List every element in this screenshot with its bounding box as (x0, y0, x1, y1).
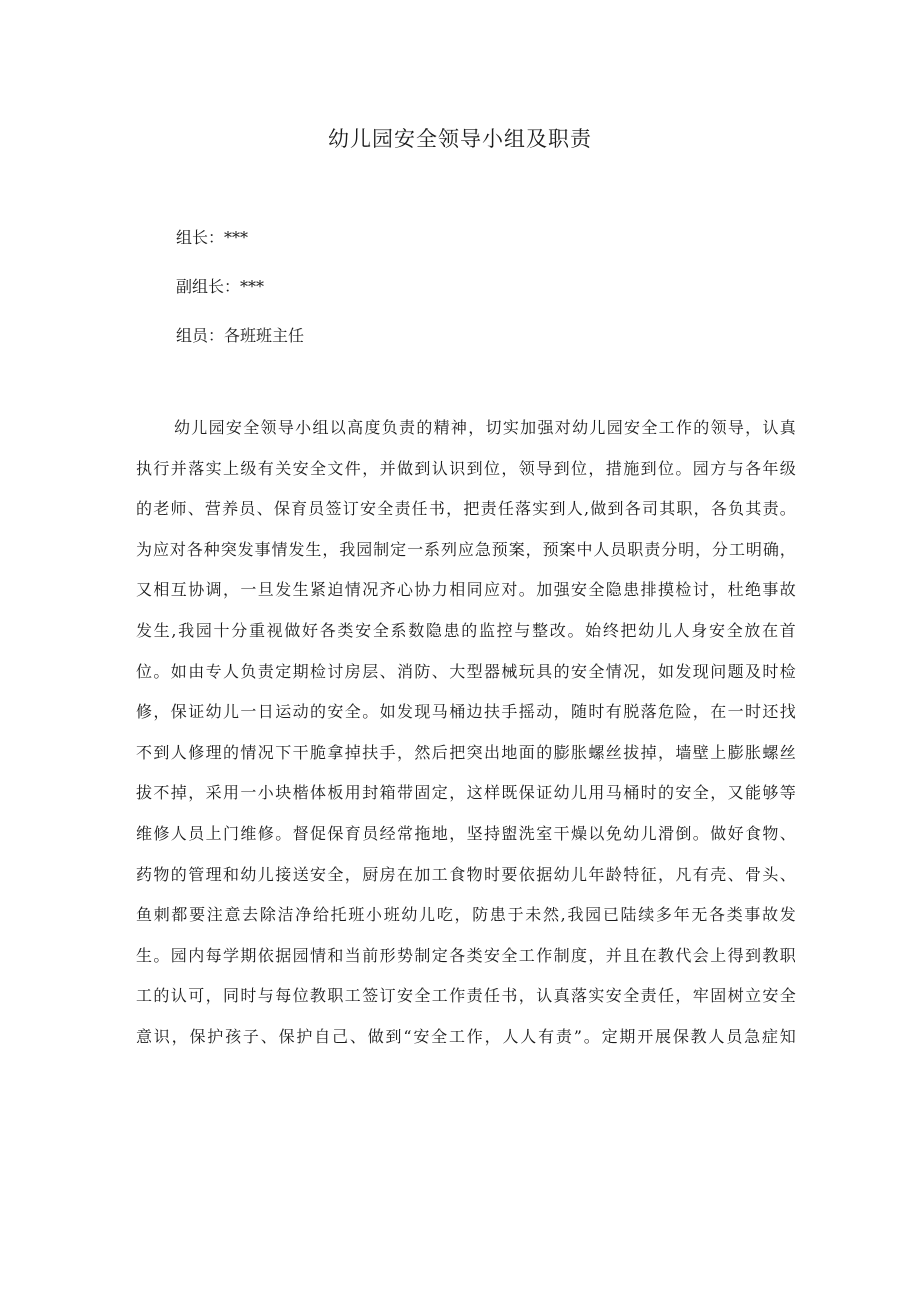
body-line: 意识，保护孩子、保护自己、做到“安全工作，人人有责”。定期开展保教人员急症知 (136, 1026, 796, 1046)
body-line: 药物的管理和幼儿接送安全，厨房在加工食物时要依据幼儿年龄特征，凡有壳、骨头、 (136, 864, 796, 884)
document-title: 幼儿园安全领导小组及职责 (328, 127, 592, 151)
body-paragraph (136, 412, 796, 1062)
member-deputy-leader: 副组长：*** (176, 277, 265, 296)
body-line: 不到人修理的情况下干脆拿掉扶手，然后把突出地面的膨胀螺丝拔掉，墙壁上膨胀螺丝 (136, 742, 796, 762)
body-line: 生。园内每学期依据园情和当前形势制定各类安全工作制度，并且在教代会上得到教职 (136, 945, 796, 965)
body-line: 的老师、营养员、保育员签订安全责任书，把责任落实到人,做到各司其职，各负其责。 (136, 499, 796, 519)
body-line: 执行并落实上级有关安全文件，并做到认识到位，领导到位，措施到位。园方与各年级 (136, 458, 796, 478)
body-line: 又相互协调，一旦发生紧迫情况齐心协力相同应对。加强安全隐患排摸检讨，杜绝事故 (136, 580, 796, 600)
members-list (176, 224, 776, 371)
member-team: 组员：各班班主任 (176, 326, 305, 345)
body-line: 发生,我园十分重视做好各类安全系数隐患的监控与整改。始终把幼儿人身安全放在首 (136, 620, 796, 640)
body-line: 修，保证幼儿一日运动的安全。如发现马桶边扶手摇动，随时有脱落危险，在一时还找 (136, 702, 796, 722)
body-line: 鱼刺都要注意去除洁净给托班小班幼儿吃，防患于未然,我园已陆续多年无各类事故发 (136, 905, 796, 925)
body-line: 工的认可，同时与每位教职工签订安全工作责任书，认真落实安全责任，牢固树立安全 (136, 986, 796, 1006)
body-line: 维修人员上门维修。督促保育员经常拖地，坚持盥洗室干燥以免幼儿滑倒。做好食物、 (136, 823, 796, 843)
body-line: 位。如由专人负责定期检讨房层、消防、大型器械玩具的安全情况，如发现问题及时检 (136, 661, 796, 681)
member-leader: 组长：*** (176, 228, 249, 247)
body-line: 拔不掉，采用一小块楷体板用封箱带固定，这样既保证幼儿用马桶时的安全，又能够等 (136, 783, 796, 803)
body-line: 为应对各种突发事情发生，我园制定一系列应急预案，预案中人员职责分明，分工明确， (136, 539, 796, 559)
body-line: 幼儿园安全领导小组以高度负责的精神，切实加强对幼儿园安全工作的领导，认真 (174, 418, 796, 437)
